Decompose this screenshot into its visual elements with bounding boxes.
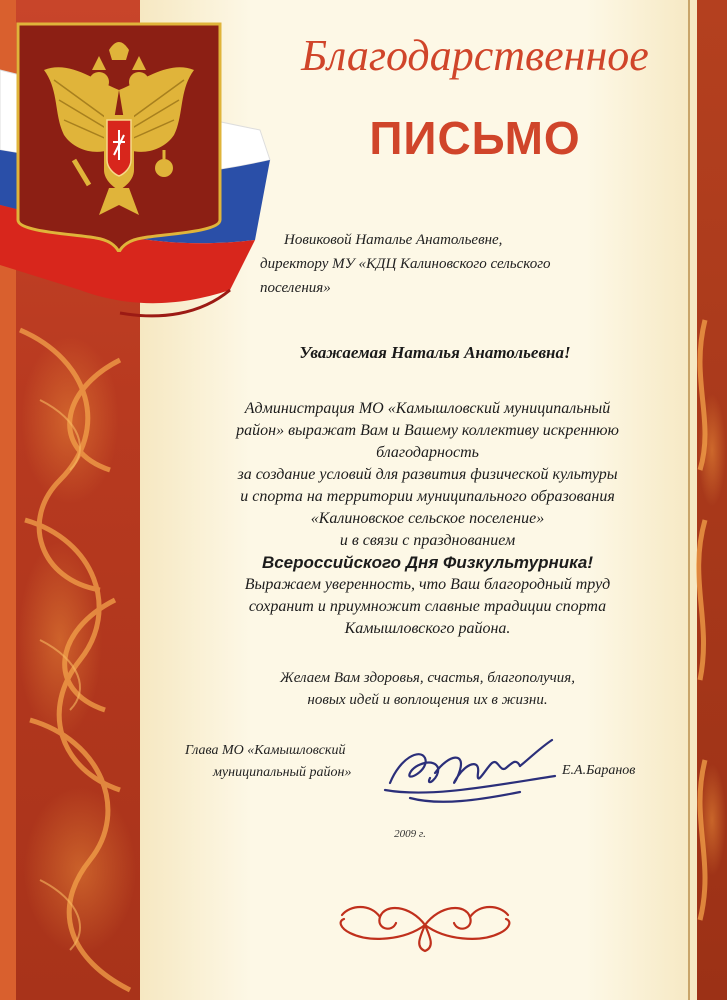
body-line: сохранит и приумножит славные традиции спорта (248, 598, 607, 615)
russian-coat-of-arms-icon (14, 20, 224, 252)
letter-year: 2009 г. (394, 828, 426, 840)
body-line: «Калиновское сельское поселение» (310, 510, 545, 527)
greeting: Уважаемая Наталья Анатольевна! (299, 343, 571, 362)
wish-line: Желаем Вам здоровья, счастья, благополучия, (279, 670, 576, 686)
body-line: и спорта на территории муниципального образования (240, 488, 615, 505)
body-line: за создание условий для развития физической культуры (237, 466, 618, 483)
letter-subtitle: ПИСЬМО (369, 112, 581, 164)
letter-body (160, 398, 695, 640)
handwritten-signature (380, 728, 560, 813)
wish-line: новых идей и воплощения их в жизни. (307, 692, 548, 708)
signer-position (185, 740, 405, 784)
body-line: район» выражат Вам и Вашему коллективу искреннюю (236, 422, 619, 439)
recipient-block (260, 228, 660, 300)
recipient-name: Новиковой Наталье Анатольевне, (284, 232, 503, 248)
signer-position-line: муниципальный район» (213, 765, 352, 780)
recipient-position-cont: поселения» (260, 280, 331, 296)
wish-block (160, 667, 695, 711)
signer-position-line: Глава МО «Камышловский (185, 743, 346, 758)
body-line: Камышловского района. (344, 620, 511, 637)
right-ornamental-border (697, 0, 727, 1000)
body-line: благодарность (376, 444, 479, 461)
body-line: и в связи с празднованием (339, 532, 516, 549)
signer-name: Е.А.Баранов (562, 763, 636, 778)
body-highlight: Всероссийского Дня Физкультурника! (261, 553, 594, 572)
body-line: Выражаем уверенность, что Ваш благородный труд (244, 576, 611, 593)
recipient-position: директору МУ «КДЦ Калиновского сельского (260, 256, 551, 272)
letter-title: Благодарственное (301, 31, 649, 80)
decorative-flourish-icon (330, 895, 520, 955)
body-line: Администрация МО «Камышловский муниципальный (244, 400, 611, 417)
